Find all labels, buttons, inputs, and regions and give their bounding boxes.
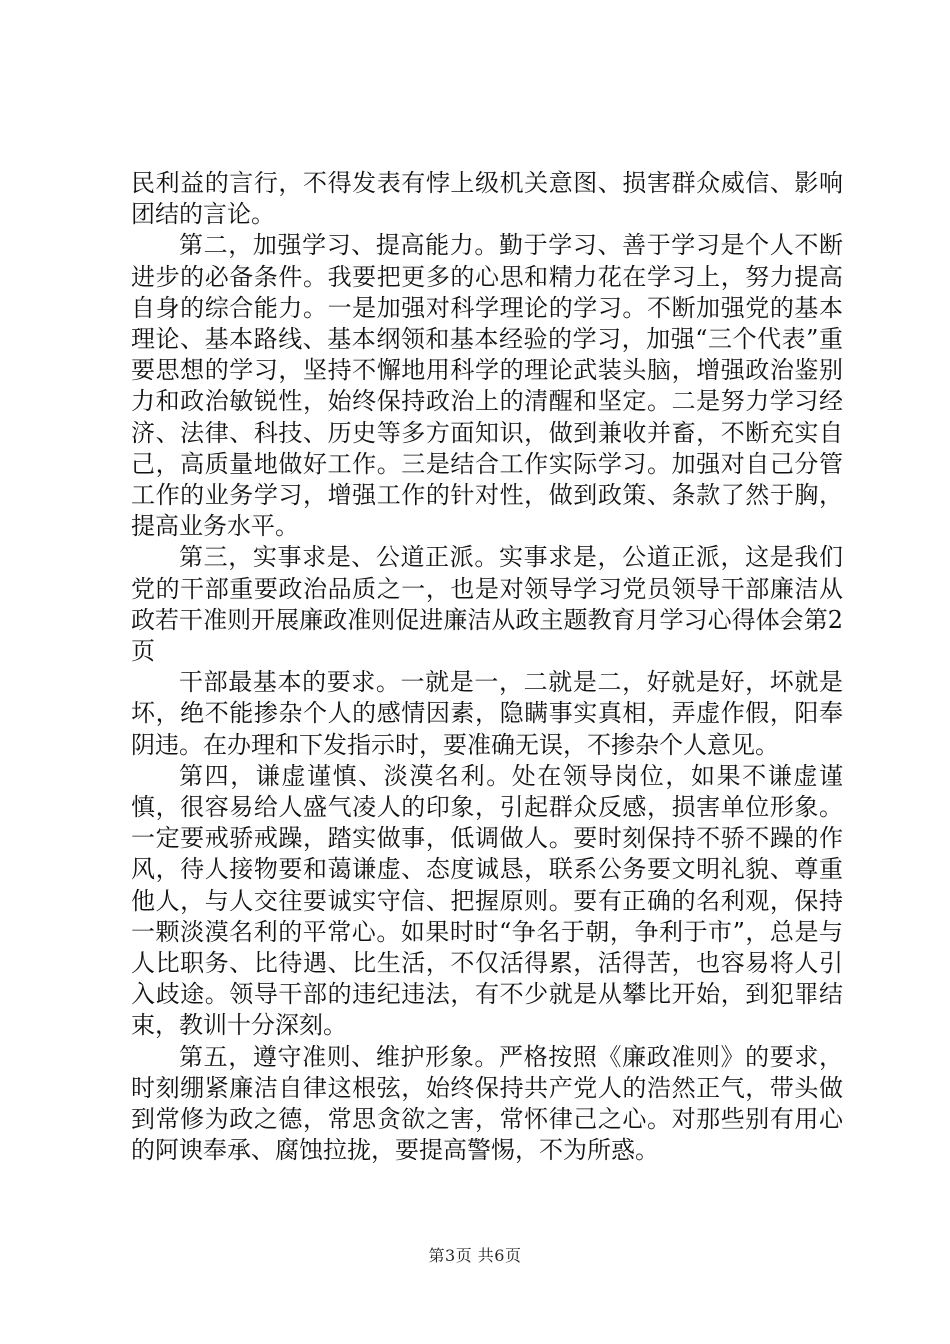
paragraph-second-point: 第二，加强学习、提高能力。勤于学习、善于学习是个人不断进步的必备条件。我要把更多的心思和精力花在学习上，努力提高自身的综合能力。一是加强对科学理论的学习。不断加强党的基本理论、基本路线、基本纲领和基本经验的学习，加强“三个代表”重要思想的学习，坚持不懈地用科学的理论武装头脑，增强政治鉴别力和政治敏锐性，始终保持政治上的清醒和坚定。二是努力学习经济、法律、科技、历史等多方面知识，做到兼收并畜，不断充实自己，高质量地做好工作。三是结合工作实际学习。加强对自己分管工作的业务学习，增强工作的针对性，做到政策、条款了然于胸，提高业务水平。 — [131, 231, 843, 541]
document-body — [131, 168, 843, 1167]
paragraph-third-point: 第三，实事求是、公道正派。实事求是，公道正派，这是我们党的干部重要政治品质之一，也是对领导学习党员领导干部廉洁从政若干准则开展廉政准则促进廉洁从政主题教育月学习心得体会第2页 — [131, 543, 843, 666]
page-footer: 第3页 共6页 — [428, 1246, 522, 1265]
paragraph-continuation: 民利益的言行，不得发表有悖上级机关意图、损害群众威信、影响团结的言论。 — [131, 169, 843, 229]
paragraph-fourth-point: 第四，谦虚谨慎、淡漠名利。处在领导岗位，如果不谦虚谨慎，很容易给人盛气凌人的印象，引起群众反感，损害单位形象。一定要戒骄戒躁，踏实做事，低调做人。要时刻保持不骄不躁的作风，待人接物要和蔼谦虚、态度诚恳，联系公务要文明礼貌、尊重他人，与人交往要诚实守信、把握原则。要有正确的名利观，保持一颗淡漠名利的平常心。如果时时“争名于朝，争利于市”，总是与人比职务、比待遇、比生活，不仅活得累，活得苦，也容易将人引入歧途。领导干部的违纪违法，有不少就是从攀比开始，到犯罪结束，教训十分深刻。 — [131, 761, 843, 1040]
paragraph-fifth-point: 第五，遵守准则、维护形象。严格按照《廉政准则》的要求，时刻绷紧廉洁自律这根弦，始终保持共产党人的浩然正气，带头做到常修为政之德，常思贪欲之害，常怀律己之心。对那些别有用心的阿谀奉承、腐蚀拉拢，要提高警惕，不为所惑。 — [131, 1042, 843, 1165]
paragraph-third-point-continued: 干部最基本的要求。一就是一，二就是二，好就是好，坏就是坏，绝不能掺杂个人的感情因素，隐瞒事实真相，弄虚作假，阳奉阴违。在办理和下发指示时，要准确无误，不掺杂个人意见。 — [131, 668, 843, 759]
